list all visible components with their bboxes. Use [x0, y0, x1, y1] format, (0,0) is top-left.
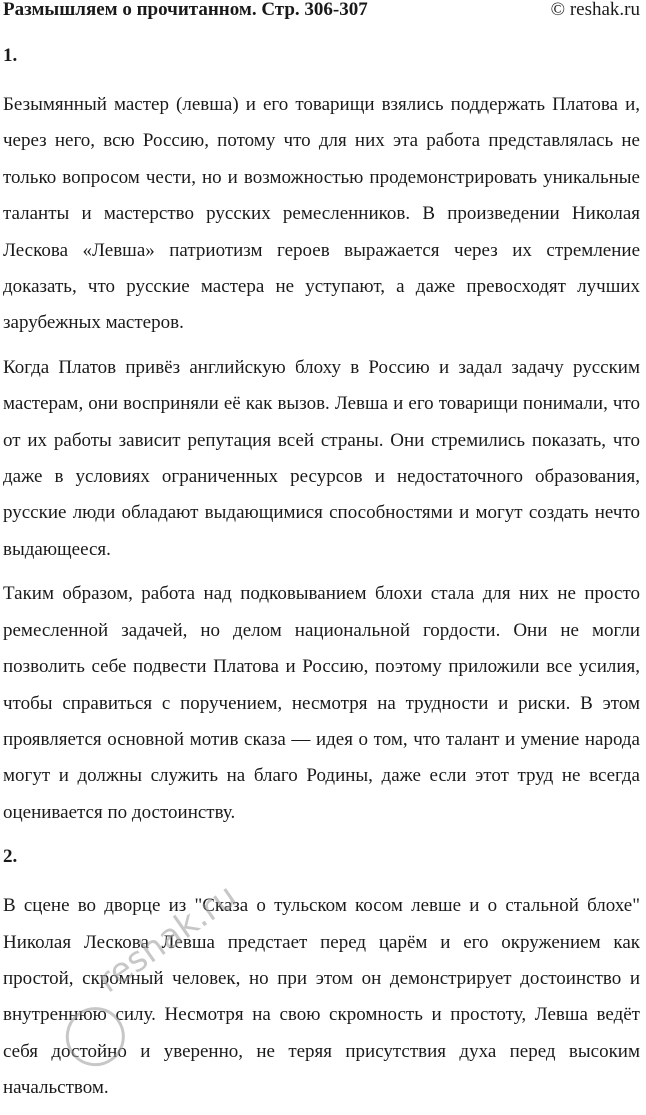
page-title: Размышляем о прочитанном. Стр. 306-307 — [3, 0, 368, 20]
section-number: 1. — [3, 45, 18, 66]
watermark-text: reshak.ru — [90, 876, 245, 1001]
source-credit: © reshak.ru — [550, 0, 640, 20]
paragraph: Когда Платов привёз английскую блоху в Россию и задал задачу русским мастерам, они восприняли её как вызов. Левша и его товарищи понимали, что от их работы зависит репутация всей страны. Они стремились показать, что даже в условиях ограниченных ресурсов и недостаточного образования, русские люди обладают выдающимися способностями и могут создать нечто выдающееся. — [3, 356, 640, 560]
paragraph: Таким образом, работа над подковыванием блохи стала для них не просто ремесленной задачей, но делом национальной гордости. Они не могли позволить себе подвести Платова и Россию, поэтому приложили все усилия, чтобы справиться с поручением, несмотря на трудности и риски. В этом проявляется основной мотив сказа — идея о том, что талант и умение народа могут и должны служить на благо Родины, даже если этот труд не всегда оценивается по достоинству. — [3, 583, 640, 823]
paragraph: Безымянный мастер (левша) и его товарищи взялись поддержать Платова и, через него, всю Россию, потому что для них эта работа представлялась не только вопросом чести, но и возможностью продемонстрировать уникальные таланты и мастерство русских ремесленников. В произведении Николая Лескова «Левша» патриотизм героев выражается через их стремление доказать, что русские мастера не уступают, а даже превосходят лучших зарубежных мастеров. — [3, 94, 640, 334]
answer-content — [3, 30, 640, 1115]
page-header — [3, 0, 640, 24]
section-number: 2. — [3, 846, 18, 868]
paragraph: В сцене во дворце из "Сказа о тульском косом левше и о стальной блохе" Николая Лескова Левша предстает перед царём и его окружением как простой, скромный человек, но при этом он демонстрирует достоинство и внутреннюю силу. Несмотря на свою скромность и простоту, Левша ведёт себя достойно и уверенно, не теряя присутствия духа перед высоким начальством. — [3, 895, 640, 1099]
